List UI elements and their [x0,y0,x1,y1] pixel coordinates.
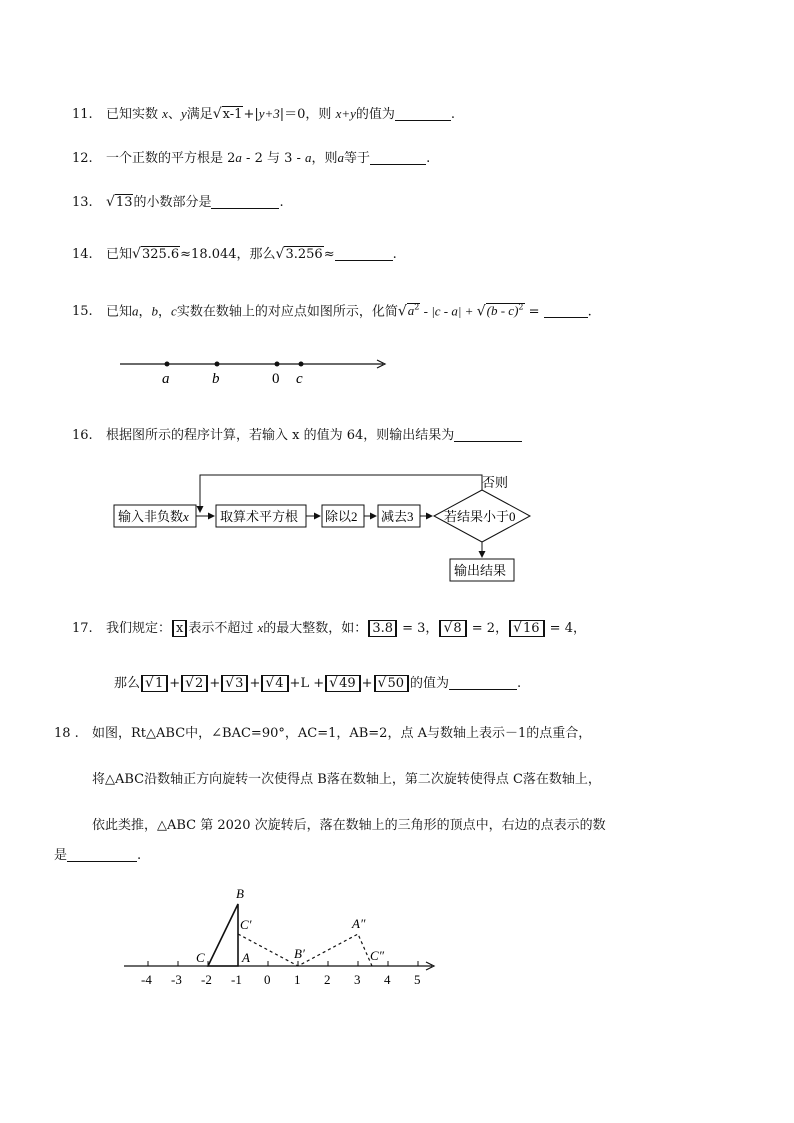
label-a: a [162,371,170,387]
svg-text:输入非负数x: 输入非负数x [118,509,189,524]
question-number: 12. [72,151,93,166]
flow-sqrt-label: 取算术平方根 [220,509,299,524]
point-0 [275,362,280,367]
sqrt-expression: $√a^2$ [397,303,420,320]
question-15: 15. 已知a，b，c实数在数轴上的对应点如图所示，化简$√a^2 - |c - a| + √(b - c)^2$ = . [72,298,592,322]
answer-blank[interactable] [335,246,393,261]
label-A: A [242,950,250,965]
label-C-double-prime: C″ [370,948,385,963]
question-number: 13. [72,195,93,210]
answer-blank[interactable] [67,847,137,862]
question-18: 18 . 如图，Rt△ABC中，∠BAC=90°，AC=1，AB=2，点 A与数轴上表示－1的点重合， [54,724,591,744]
label-B-prime: B′ [294,946,305,961]
flowchart-figure [110,468,550,586]
flow-output-label: 输出结果 [454,563,507,578]
sqrt-expression: √3.256 [275,246,323,262]
axis-tick-label: -1 [231,972,242,987]
axis-tick-label: -4 [141,972,152,987]
answer-blank[interactable] [395,106,451,121]
question-number: 14. [72,247,93,262]
question-number: 16. [72,428,93,443]
answer-blank[interactable] [454,427,522,442]
answer-blank[interactable] [449,675,517,690]
axis-tick-label: 0 [264,972,271,987]
label-C-prime: C′ [240,917,252,932]
flow-subtract-label: 减去3 [381,509,414,524]
sqrt-expression: √325.6 [132,246,180,262]
question-number: 18 . [54,726,79,741]
rotation-path [238,934,372,966]
question-17: 17. 我们规定： x 表示不超过 x的最大整数，如： 3.8 = 3， √8 = 2， √16 = 4， [72,618,586,639]
question-13: 13. √13的小数部分是 . [72,192,284,213]
question-17-sum: 那么 √1 + √2 + √3 + √4 +L + √49 + √50 的值为 . [114,675,522,691]
axis-tick-label: 1 [294,972,301,987]
sqrt-expression: √(b - c)$^2$ [476,303,524,320]
point-c [299,362,304,367]
label-C: C [196,950,205,965]
axis-tick-label: 2 [324,972,331,987]
label-A-double-prime: A″ [352,916,366,931]
question-11: 11. 已知实数 x、y满足√x-1+|y+3|＝0，则 x+y的值为 . [72,104,455,125]
question-18-line4: 是 . [54,848,142,863]
question-number: 17. [72,621,93,636]
axis-tick-label: -2 [201,972,212,987]
sqrt-expression: √x-1 [212,106,243,122]
question-18-line3: 依此类推，△ABC 第 2020 次旋转后，落在数轴上的三角形的顶点中，右边的点表示的数 [92,818,606,833]
answer-blank[interactable] [211,194,279,209]
flow-divide-label: 除以2 [325,509,358,524]
axis-tick-label: -3 [171,972,182,987]
answer-blank[interactable] [544,303,588,318]
rotation-figure [120,882,440,990]
question-14: 14. 已知√325.6≈18.044，那么√3.256≈ . [72,244,397,265]
axis-tick-label: 5 [414,972,421,987]
flow-input-label: 输入非负数 [118,509,184,524]
label-0: 0 [272,371,280,387]
axis-tick-label: 4 [384,972,391,987]
flow-decision-label: 若结果小于0 [444,509,516,524]
question-12: 12. 一个正数的平方根是 2a - 2 与 3 - a，则a等于 . [72,148,430,169]
point-b [215,362,220,367]
point-a [165,362,170,367]
question-18-line2: 将△ABC沿数轴正方向旋转一次使得点 B落在数轴上，第二次旋转使得点 C落在数轴上， [92,772,601,787]
axis-ticks [141,961,421,987]
answer-blank[interactable] [370,150,426,165]
label-b: b [212,371,220,387]
number-line-figure [115,352,395,392]
sqrt-expression: √13 [106,194,133,210]
question-number: 15. [72,304,93,320]
axis-tick-label: 3 [354,972,361,987]
question-number: 11. [72,107,93,122]
label-c: c [296,371,303,387]
flow-no-label: 否则 [482,475,509,490]
question-16: 16. 根据图所示的程序计算，若输入 x 的值为 64，则输出结果为 [72,426,522,446]
label-B: B [236,886,244,901]
triangle-abc [208,904,238,966]
